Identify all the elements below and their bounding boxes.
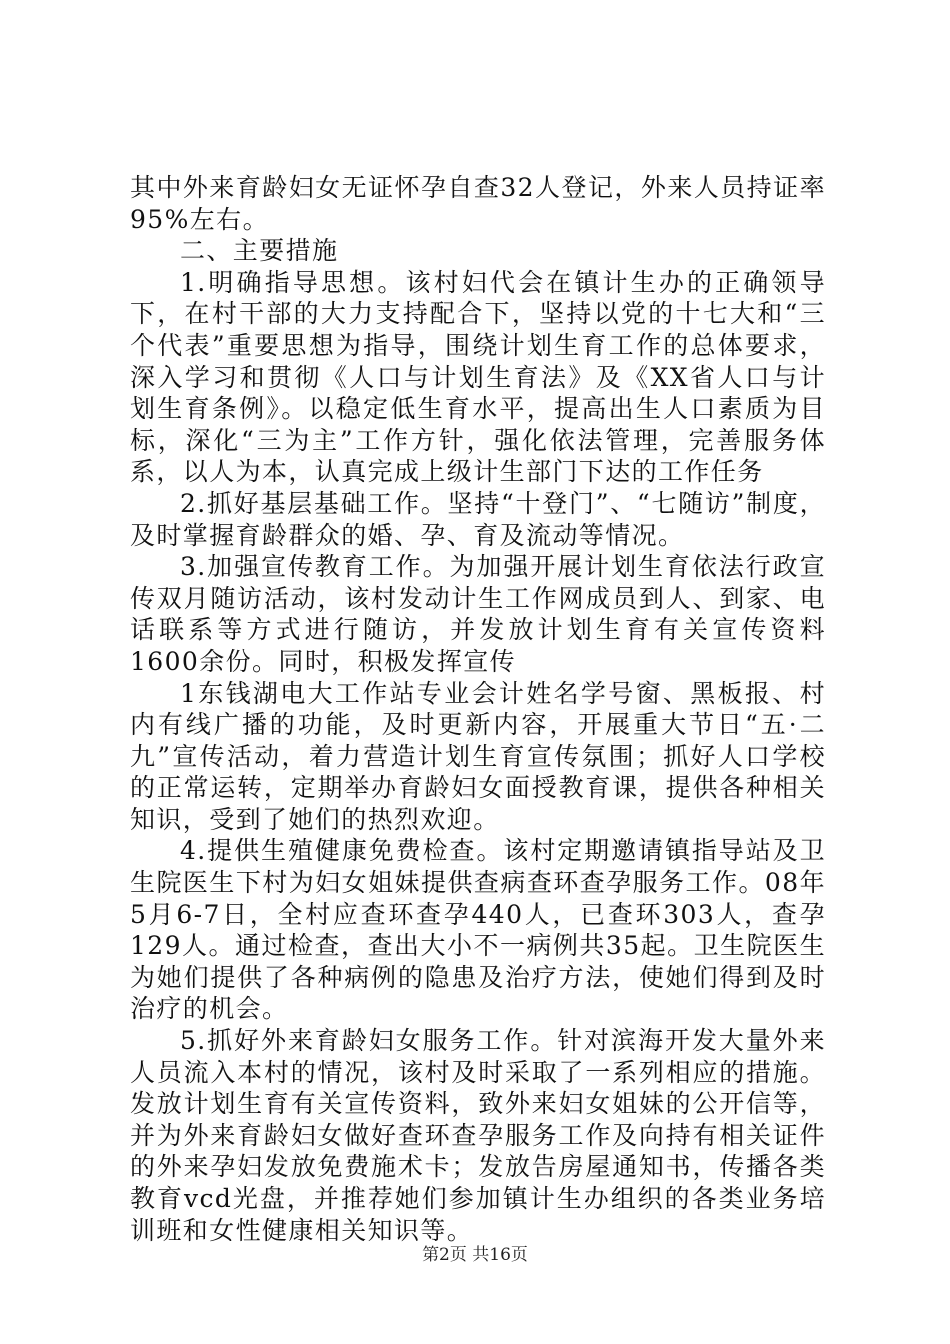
paragraph-measure-4: 4.提供生殖健康免费检查。该村定期邀请镇指导站及卫生院医生下村为妇女姐妹提供查病查环查孕服务工作。08年5月6-7日，全村应查环查孕440人，已查环303人，查孕129人。通过检查，查出大小不一病例共35起。卫生院医生为她们提供了各种病例的隐患及治疗方法，使她们得到及时治疗的机会。 xyxy=(130,836,826,1024)
paragraph-measure-3: 3.加强宣传教育工作。为加强开展计划生育依法行政宣传双月随访活动，该村发动计生工作网成员到人、到家、电话联系等方式进行随访，并发放计划生育有关宣传资料1600余份。同时，积极发挥宣传 xyxy=(130,552,826,676)
page-number-footer: 第2页 共16页 xyxy=(422,1245,528,1265)
paragraph-measure-1: 1.明确指导思想。该村妇代会在镇计生办的正确领导下，在村干部的大力支持配合下，坚持以党的十七大和“三个代表”重要思想为指导，围绕计划生育工作的总体要求，深入学习和贯彻《人口与计划生育法》及《XX省人口与计划生育条例》。以稳定低生育水平，提高出生人口素质为目标，深化“三为主”工作方针，强化依法管理，完善服务体系，以人为本，认真完成上级计生部门下达的工作任务 xyxy=(130,267,826,487)
paragraph-measure-2: 2.抓好基层基础工作。坚持“十登门”、“七随访”制度，及时掌握育龄群众的婚、孕、育及流动等情况。 xyxy=(130,488,826,550)
paragraph-continuation: 其中外来育龄妇女无证怀孕自查32人登记，外来人员持证率95%左右。 xyxy=(130,173,826,234)
paragraph-publicity: 1东钱湖电大工作站专业会计姓名学号窗、黑板报、村内有线广播的功能，及时更新内容，开展重大节日“五·二九”宣传活动，着力营造计划生育宣传氛围；抓好人口学校的正常运转，定期举办育龄妇女面授教育课，提供各种相关知识，受到了她们的热烈欢迎。 xyxy=(130,678,826,834)
document-body xyxy=(130,172,826,1246)
paragraph-measure-5: 5.抓好外来育龄妇女服务工作。针对滨海开发大量外来人员流入本村的情况，该村及时采取了一系列相应的措施。发放计划生育有关宣传资料，致外来妇女姐妹的公开信等，并为外来育龄妇女做好查环查孕服务工作及向持有相关证件的外来孕妇发放免费施术卡；发放告房屋通知书，传播各类教育vcd光盘，并推荐她们参加镇计生办组织的各类业务培训班和女性健康相关知识等。 xyxy=(130,1026,826,1245)
section-heading-main-measures: 二、主要措施 xyxy=(180,236,339,266)
